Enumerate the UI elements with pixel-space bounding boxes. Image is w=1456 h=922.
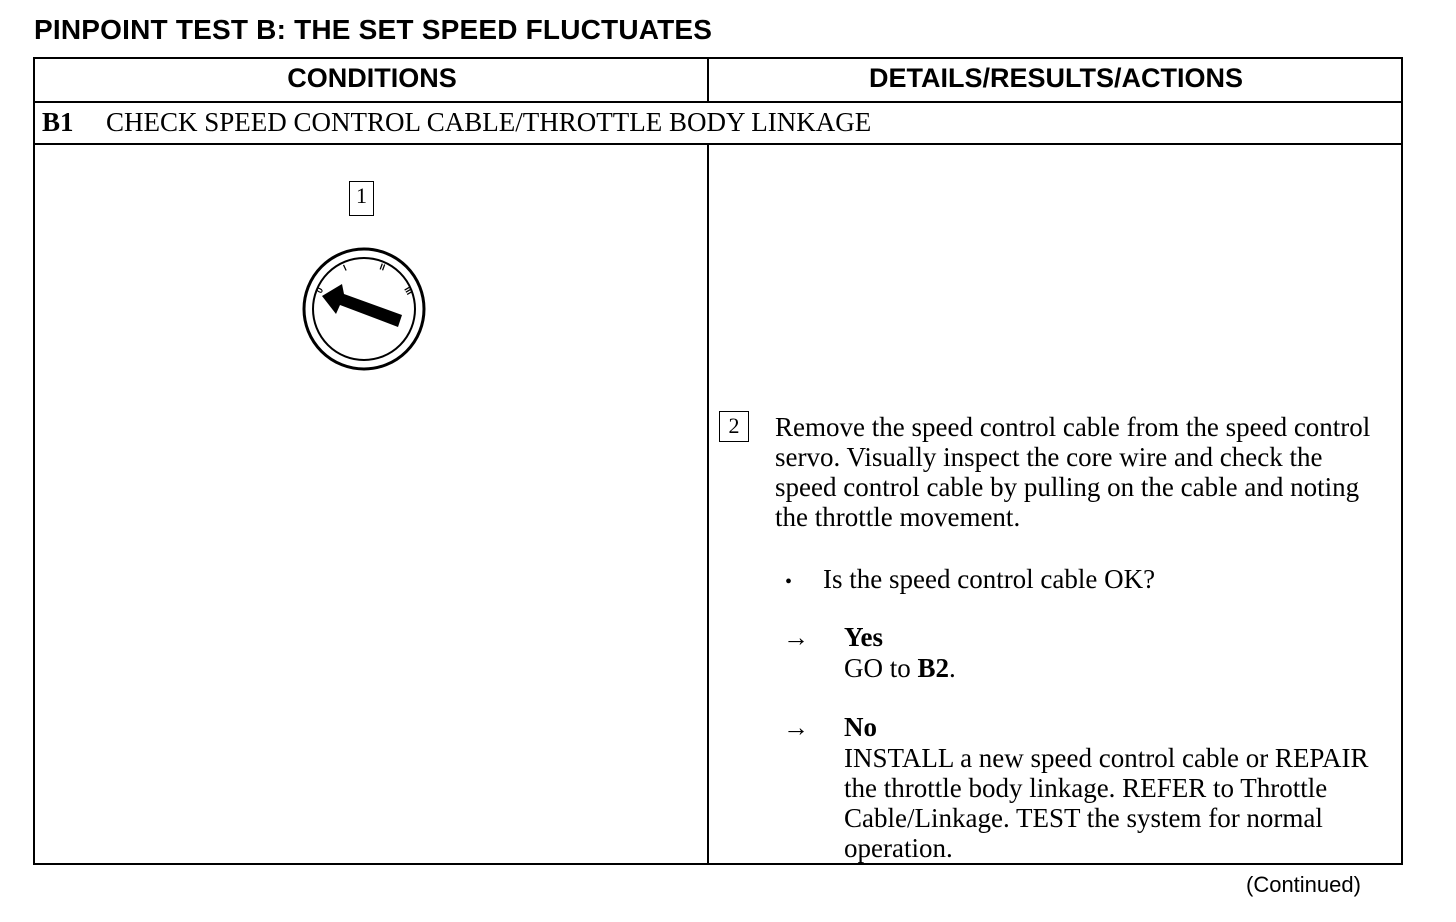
callout-2: 2 bbox=[719, 411, 749, 442]
header-column-divider bbox=[707, 59, 709, 101]
result-yes-label: Yes bbox=[844, 622, 883, 652]
question-row bbox=[785, 564, 1155, 595]
result-yes-action-prefix: GO to bbox=[844, 653, 918, 683]
header-divider bbox=[35, 101, 1401, 103]
step-title-row bbox=[42, 107, 871, 138]
result-no-label: No bbox=[844, 712, 877, 742]
dial-mark-0: 0 bbox=[314, 285, 326, 295]
step-id: B1 bbox=[42, 107, 74, 137]
callout-1: 1 bbox=[349, 181, 374, 216]
conditions-header: CONDITIONS bbox=[287, 63, 457, 93]
arrow-icon-no: → bbox=[783, 713, 809, 742]
result-yes-action bbox=[844, 653, 1404, 683]
instruction-text: Remove the speed control cable from the speed control servo. Visually inspect the core wire and check the speed control cable by pulling on the cable and noting the throttle movement. bbox=[775, 412, 1371, 532]
question-text: Is the speed control cable OK? bbox=[823, 564, 1156, 594]
result-yes-action-suffix: . bbox=[949, 653, 956, 683]
details-header: DETAILS/RESULTS/ACTIONS bbox=[868, 63, 1243, 93]
dial-mark-2: II bbox=[378, 261, 387, 273]
continued-label: (Continued) bbox=[1246, 872, 1361, 897]
dial-pointer bbox=[322, 284, 402, 327]
dial-mark-1: I bbox=[341, 262, 349, 273]
ignition-switch-icon bbox=[300, 244, 430, 374]
step-divider bbox=[35, 143, 1401, 145]
page-title: PINPOINT TEST B: THE SET SPEED FLUCTUATES bbox=[34, 14, 713, 45]
step-title: CHECK SPEED CONTROL CABLE/THROTTLE BODY LINKAGE bbox=[106, 107, 872, 137]
body-column-divider bbox=[707, 145, 709, 865]
pinpoint-test-table bbox=[33, 57, 1403, 865]
bullet-icon: • bbox=[785, 571, 793, 593]
dial-mark-3: III bbox=[402, 285, 415, 297]
result-yes-action-ref: B2 bbox=[917, 653, 950, 683]
arrow-icon-yes: → bbox=[783, 623, 809, 652]
result-no-action: INSTALL a new speed control cable or REPAIR the throttle body linkage. REFER to Throttle Cable/Linkage. TEST the system for normal operation. bbox=[844, 743, 1369, 863]
